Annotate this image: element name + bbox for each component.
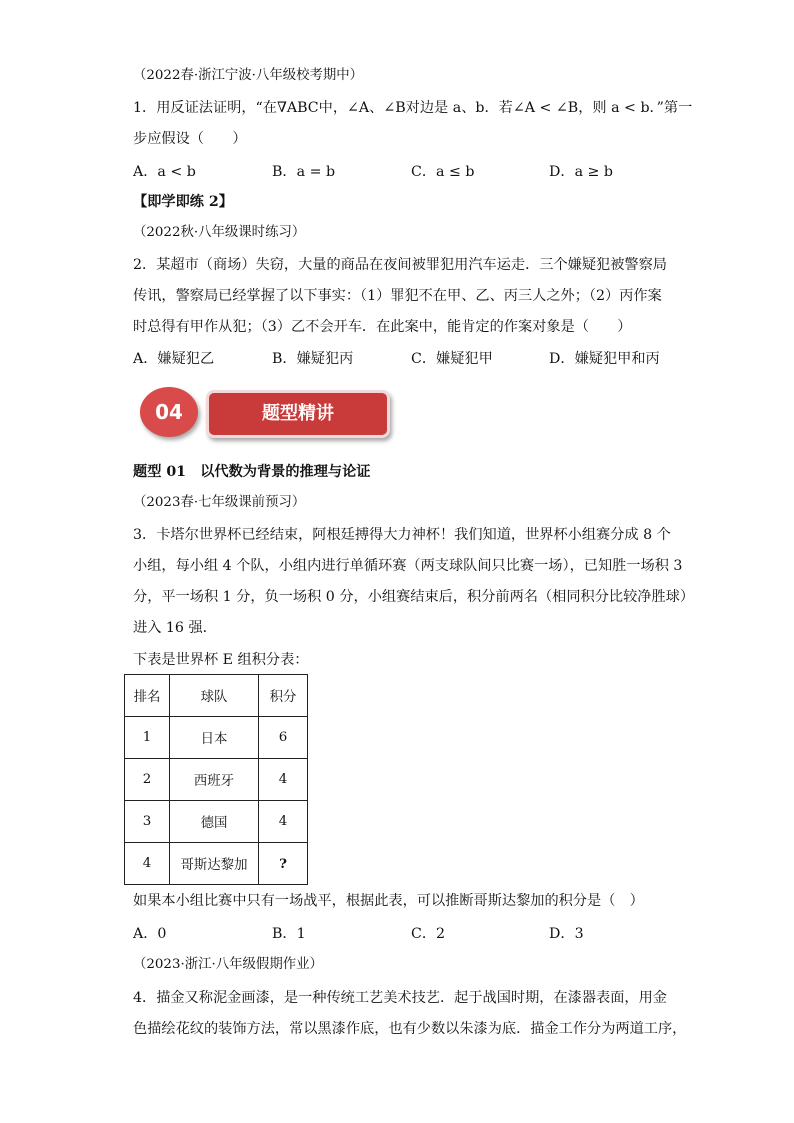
table-cell: ? [259,843,308,885]
section-banner: 题型精讲 [206,390,390,438]
section-title: 题型 01 以代数为背景的推理与论证 [133,464,371,480]
q1-option-b: B．a = b [272,164,336,180]
q2-option-b: B．嫌疑犯丙 [272,351,354,367]
q3-option-d: D．3 [549,926,584,942]
section-number-badge: 04 [140,387,198,437]
q4-source: （2023·浙江·八年级假期作业） [133,957,323,972]
q3-stem-line4: 进入 16 强． [133,620,217,636]
table-cell: 德国 [170,801,259,843]
table-cell: 哥斯达黎加 [170,843,259,885]
practice-title: 【即学即练 2】 [133,194,233,210]
q3-stem-line1: 3．卡塔尔世界杯已经结束，阿根廷搏得大力神杯！我们知道，世界杯小组赛分成 8 个 [133,527,671,543]
group-e-standings-table [124,674,308,885]
table-header: 积分 [259,675,308,717]
q3-stem-line2: 小组，每小组 4 个队，小组内进行单循环赛（两支球队间只比赛一场），已知胜一场积 3 [133,558,683,574]
table-row [125,759,308,801]
q1-stem-line2: 步应假设（ ） [133,131,247,147]
q4-stem-line1: 4．描金又称泥金画漆，是一种传统工艺美术技艺．起于战国时期，在漆器表面，用金 [133,990,667,1006]
q4-stem-line2: 色描绘花纹的装饰方法，常以黑漆作底，也有少数以朱漆为底．描金工作分为两道工序， [133,1021,687,1037]
q3-table-caption: 下表是世界杯 E 组积分表： [133,652,309,668]
q1-option-d: D．a ≥ b [549,164,614,180]
table-cell: 4 [125,843,170,885]
table-cell: 1 [125,717,170,759]
q1-options [133,161,693,181]
q3-question-line: 如果本小组比赛中只有一场战平，根据此表，可以推断哥斯达黎加的积分是（ ） [133,893,644,909]
q2-source: （2022秋·八年级课时练习） [133,225,306,240]
table-cell: 3 [125,801,170,843]
q2-option-a: A．嫌疑犯乙 [133,351,215,367]
table-row [125,801,308,843]
table-cell: 4 [259,759,308,801]
q3-source: （2023春·七年级课前预习） [133,495,306,510]
q2-option-d: D．嫌疑犯甲和丙 [549,351,660,367]
q1-stem-line1: 1．用反证法证明，“在∇ABC中，∠A、∠B对边是 a、b．若∠A < ∠B，则 a < b．”第一 [133,100,693,116]
table-row [125,717,308,759]
table-cell: 4 [259,801,308,843]
q2-options [133,348,693,368]
q2-option-c: C．嫌疑犯甲 [411,351,493,367]
q3-option-c: C．2 [411,926,446,942]
table-header: 球队 [170,675,259,717]
table-cell: 西班牙 [170,759,259,801]
q1-source: （2022春·浙江宁波·八年级校考期中） [133,68,364,83]
table-header-row [125,675,308,717]
q2-stem-line2: 传讯，警察局已经掌握了以下事实：（1）罪犯不在甲、乙、丙三人之外；（2）丙作案 [133,288,662,304]
q3-option-b: B．1 [272,926,306,942]
table-cell: 6 [259,717,308,759]
q1-option-c: C．a ≤ b [411,164,475,180]
table-cell: 日本 [170,717,259,759]
q2-stem-line1: 2．某超市（商场）失窃，大量的商品在夜间被罪犯用汽车运走．三个嫌疑犯被警察局 [133,257,667,273]
q3-options [133,923,693,943]
table-cell: 2 [125,759,170,801]
q1-option-a: A．a < b [133,164,196,180]
table-row [125,843,308,885]
q3-option-a: A．0 [133,926,167,942]
table-header: 排名 [125,675,170,717]
q3-stem-line3: 分，平一场积 1 分，负一场积 0 分，小组赛结束后，积分前两名（相同积分比较净胜球） [133,589,695,605]
q2-stem-line3: 时总得有甲作从犯；（3）乙不会开车．在此案中，能肯定的作案对象是（ ） [133,319,632,335]
